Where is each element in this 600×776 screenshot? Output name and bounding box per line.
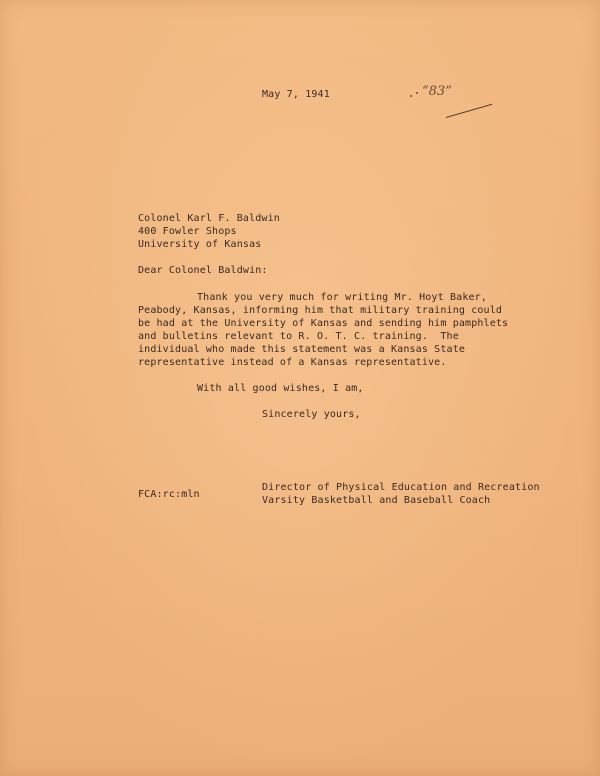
- signature-title: Director of Physical Education and Recreation: [262, 482, 540, 493]
- body-line: individual who made this statement was a Kansas State: [138, 344, 466, 355]
- pen-mark: [410, 95, 412, 97]
- recipient-address: 400 Fowler Shops: [138, 226, 237, 237]
- recipient-name: Colonel Karl F. Baldwin: [138, 213, 280, 224]
- body-line: and bulletins relevant to R. O. T. C. training. The: [138, 331, 459, 342]
- pen-stroke: [446, 104, 492, 118]
- typist-initials: FCA:rc:mln: [138, 489, 200, 500]
- pen-mark: [416, 92, 418, 94]
- body-line: Peabody, Kansas, informing him that military training could: [138, 305, 503, 316]
- letter-date: May 7, 1941: [262, 89, 330, 100]
- handwritten-note: “83”: [422, 84, 452, 99]
- signature-title: Varsity Basketball and Baseball Coach: [262, 495, 491, 506]
- salutation: Dear Colonel Baldwin:: [138, 265, 268, 276]
- body-line: representative instead of a Kansas representative.: [138, 357, 447, 368]
- body-line: Thank you very much for writing Mr. Hoyt Baker,: [197, 292, 488, 303]
- closing: Sincerely yours,: [262, 409, 361, 420]
- recipient-institution: University of Kansas: [138, 239, 262, 250]
- body-line: be had at the University of Kansas and sending him pamphlets: [138, 318, 509, 329]
- closing-remark: With all good wishes, I am,: [197, 383, 364, 394]
